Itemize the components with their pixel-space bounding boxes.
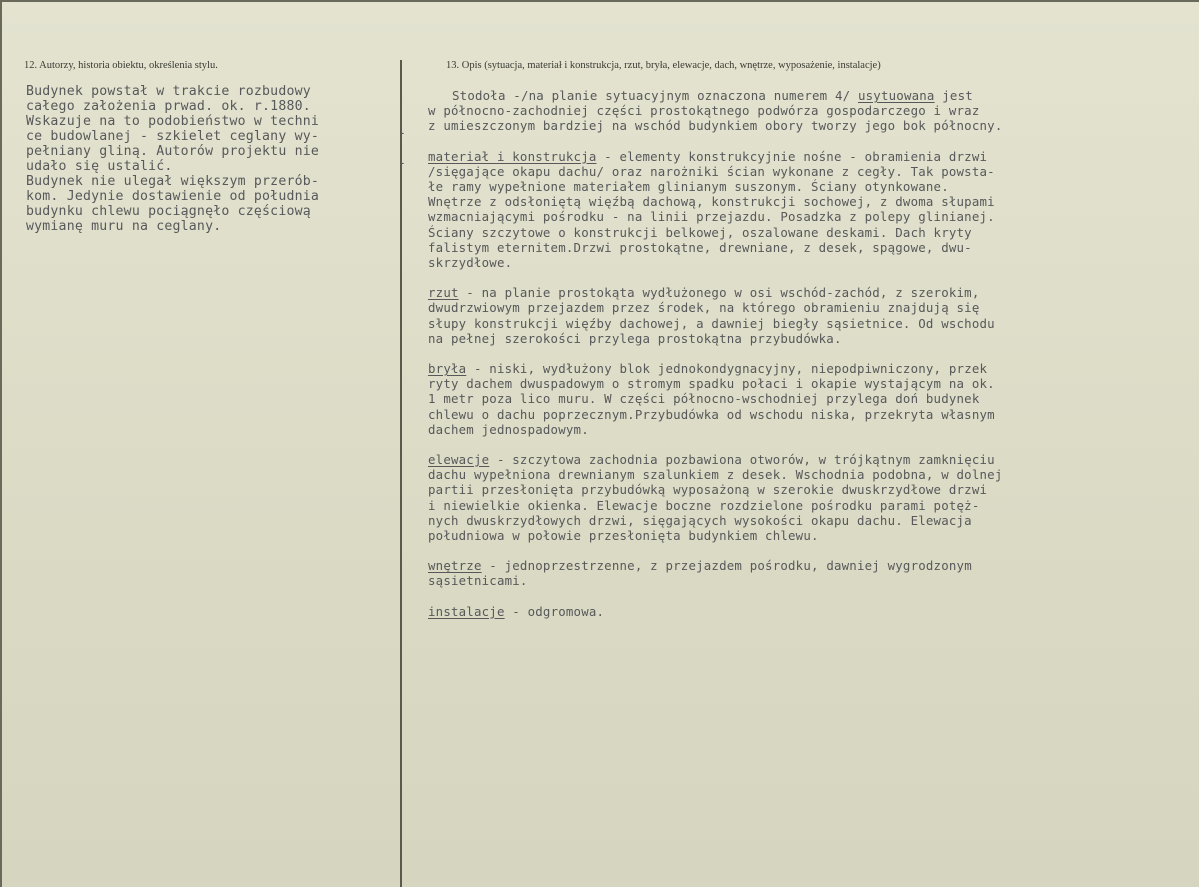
elewacje-first-line (428, 452, 1198, 467)
material-first-line (428, 149, 1198, 164)
instalacje-paragraph (428, 604, 1198, 619)
instalacje-first-rest: - odgromowa. (504, 603, 605, 619)
material-paragraph (428, 149, 1198, 271)
elewacje-paragraph (428, 452, 1198, 543)
history-line: wymianę muru na ceglany. (26, 219, 222, 234)
history-line: budynku chlewu pociągnęło częściową (26, 204, 311, 219)
history-line: pełniany gliną. Autorów projektu nie (26, 144, 320, 159)
rzut-line: dwudrzwiowym przejazdem przez środek, na którego obramieniu znajdują się (428, 300, 980, 316)
elewacje-term: elewacje (428, 452, 490, 468)
material-line: Ściany szczytowe o konstrukcji belkowej, oszalowane deskami. Dach kryty (428, 224, 972, 240)
wnetrze-paragraph (428, 558, 1198, 588)
margin-tick: ‑ (398, 126, 406, 141)
wnetrze-first-line (428, 558, 1198, 573)
rzut-line: na pełnej szerokości przylega prostokątna przybudówka. (428, 330, 842, 346)
intro-term: usytuowana (857, 88, 935, 103)
bryla-line: 1 metr poza lico muru. W części północno-wschodniej przylega doń budynek (428, 391, 980, 407)
rzut-paragraph (428, 285, 1198, 346)
bryla-first-line (428, 361, 1198, 376)
material-line: Wnętrze z odsłoniętą więźbą dachową, konstrukcji sochowej, z dwoma słupami (428, 194, 995, 210)
history-line: ce budowlanej - szkielet ceglany wy- (26, 129, 320, 144)
bryla-paragraph (428, 361, 1198, 437)
history-line: Wskazuje na to podobieństwo w techni (26, 114, 320, 129)
elewacje-line: partii przesłonięta przybudówką wyposażoną w szerokie dwuskrzydłowe drzwi (428, 482, 988, 498)
intro-line: w północno-zachodniej części prostokątnego podwórza gospodarczego i wraz (428, 103, 980, 119)
elewacje-line: i niewielkie okienka. Elewacje boczne rozdzielone pośrodku parami potęż- (428, 497, 980, 513)
bryla-line: ryty dachem dwuspadowym o stromym spadku połaci i okapie wystającym na ok. (428, 376, 995, 392)
section-12-header: 12. Autorzy, historia obiektu, określenia stylu. (24, 60, 218, 71)
bryla-first-rest: - niski, wydłużony blok jednokondygnacyjny, niepodpiwniczony, przek (466, 361, 988, 377)
intro-first-line (428, 88, 1198, 103)
history-line: kom. Jedynie dostawienie od południa (26, 189, 320, 204)
bryla-line: chlewu o dachu poprzecznym.Przybudówka od wschodu niska, przekryta własnym (428, 406, 995, 422)
elewacje-line: dachu wypełniona drewnianym szalunkiem z desek. Wschodnia podobna, w dolnej (428, 467, 1003, 483)
history-line: udało się ustalić. (26, 159, 173, 174)
material-line: wzmacniającymi pośrodku - na linii przejazdu. Posadzka z polepy glinianej. (428, 209, 995, 225)
rzut-first-rest: - na planie prostokąta wydłużonego w osi wschód-zachód, z szerokim, (458, 285, 980, 301)
history-line: całego założenia prwad. ok. r.1880. (26, 99, 311, 114)
intro-line: z umieszczonym bardziej na wschód budynkiem obory tworzy jego bok północny. (428, 118, 1003, 134)
intro-paragraph (428, 88, 1198, 134)
material-line: falistym eternitem.Drzwi prostokątne, drewniane, z desek, spągowe, dwu- (428, 239, 972, 255)
history-line: Budynek nie ulegał większym przerób- (26, 174, 320, 189)
bryla-term: bryła (428, 361, 467, 377)
intro-prefix: Stodoła -/na planie sytuacyjnym oznaczona numerem 4/ (452, 88, 858, 103)
elewacje-line: nych dwuskrzydłowych drzwi, sięgających wysokości okapu dachu. Elewacja (428, 512, 972, 528)
wnetrze-line: sąsietnicami. (428, 573, 528, 589)
wnetrze-first-rest: - jednoprzestrzenne, z przejazdem pośrodku, dawniej wygrodzonym (481, 558, 972, 574)
column-divider (400, 60, 402, 887)
description-text (428, 88, 1198, 634)
material-line: skrzydłowe. (428, 255, 513, 271)
material-line: /sięgające okapu dachu/ oraz narożniki ścian wykonane z cegły. Tak powsta- (428, 163, 995, 179)
rzut-first-line (428, 285, 1198, 300)
history-line: Budynek powstał w trakcie rozbudowy (26, 84, 311, 99)
rzut-term: rzut (428, 285, 459, 301)
rzut-line: słupy konstrukcji więźby dachowej, a dawniej biegły sąsietnice. Od wschodu (428, 315, 995, 331)
material-line: łe ramy wypełnione materiałem glinianym suszonym. Ściany otynkowane. (428, 179, 949, 195)
history-text (26, 84, 398, 234)
material-term: materiał i konstrukcja (428, 148, 597, 164)
bryla-line: dachem jednospadowym. (428, 421, 589, 437)
elewacje-line: południowa w połowie przesłonięta budynkiem chlewu. (428, 528, 819, 544)
elewacje-first-rest: - szczytowa zachodnia pozbawiona otworów, w trójkątnym zamknięciu (489, 452, 995, 468)
intro-suffix: jest (934, 88, 973, 103)
material-first-rest: - elementy konstrukcyjnie nośne - obramienia drzwi (596, 148, 988, 164)
instalacje-term: instalacje (428, 603, 505, 619)
section-13-header: 13. Opis (sytuacja, materiał i konstrukcja, rzut, bryła, elewacje, dach, wnętrze, wyposażenie, instalacje) (446, 60, 881, 71)
wnetrze-term: wnętrze (428, 558, 482, 574)
instalacje-first-line (428, 604, 1198, 619)
margin-tick: ‑ (398, 156, 406, 171)
